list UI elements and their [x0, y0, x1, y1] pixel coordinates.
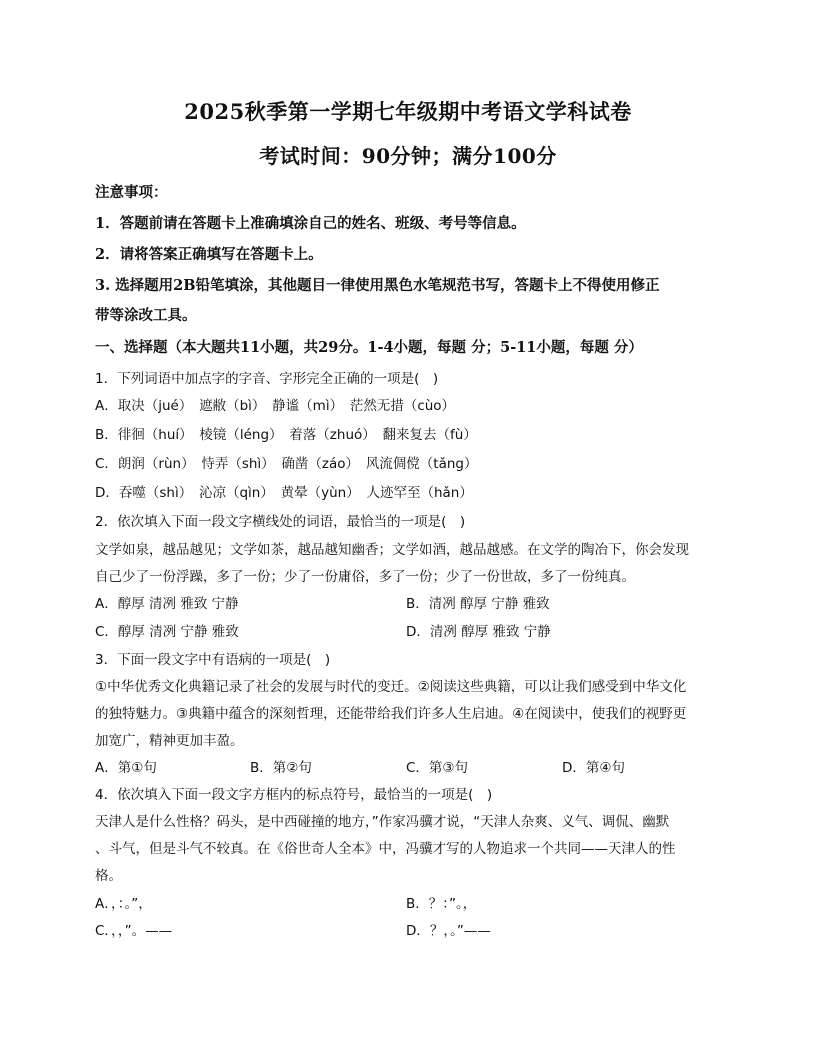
question-2-option-c: C．醇厚 清冽 宁静 雅致	[95, 624, 239, 640]
note-item: 1．答题前请在答题卡上准确填涂自己的姓名、班级、考号等信息。	[95, 215, 526, 232]
question-1-stem: 1．下列词语中加点字的字音、字形完全正确的一项是( )	[95, 371, 439, 387]
note-item: 带等涂改工具。	[95, 307, 197, 324]
question-4-option-a: A．，：。”，	[95, 896, 152, 912]
question-3-stem: 3．下面一段文字中有语病的一项是( )	[95, 652, 331, 668]
question-1-option-d: D．吞噬（shì） 沁凉（qìn） 黄晕（yùn） 人迹罕至（hǎn）	[95, 485, 473, 501]
question-4-option-c: C．，，”。——	[95, 923, 173, 939]
section-heading: 一、选择题（本大题共11小题，共29分。1-4小题，每题 分；5-11小题，每题 分）	[95, 339, 643, 356]
question-2-option-b: B．清冽 醇厚 宁静 雅致	[406, 596, 550, 612]
exam-title: 2025秋季第一学期七年级期中考语文学科试卷	[184, 99, 632, 124]
question-3-option-c: C．第③句	[406, 760, 469, 776]
question-3-option-b: B．第②句	[250, 760, 312, 776]
question-3-option-d: D．第④句	[562, 760, 625, 776]
question-4-passage: 天津人是什么性格？码头，是中西碰撞的地方，”作家冯骥才说，“天津人杂爽、义气、调侃、幽默	[95, 814, 670, 830]
question-2-option-d: D．清冽 醇厚 雅致 宁静	[406, 624, 551, 640]
question-3-option-a: A．第①句	[95, 760, 157, 776]
exam-subtitle: 考试时间：90分钟；满分100分	[259, 144, 557, 168]
note-item: 2．请将答案正确填写在答题卡上。	[95, 246, 323, 263]
question-4-option-b: B．？：”。，	[406, 896, 477, 912]
question-3-passage: 加宽广，精神更加丰盈。	[95, 733, 244, 749]
question-1-option-c: C．朗润（rùn） 恃弄（shì） 确凿（záo） 风流倜傥（tǎng）	[95, 456, 478, 472]
question-4-option-d: D．？，。”——	[406, 923, 491, 939]
question-1-option-a: A．取决（jué） 遮敝（bì） 静谧（mì） 茫然无措（cùo）	[95, 398, 456, 414]
question-3-passage: ①中华优秀文化典籍记录了社会的发展与时代的变迁。②阅读这些典籍，可以让我们感受到中华文化	[95, 679, 687, 695]
question-3-passage: 的独特魅力。③典籍中蕴含的深刻哲理，还能带给我们许多人生启迪。④在阅读中，使我们的视野更	[95, 706, 687, 722]
question-4-passage: 、斗气，但是斗气不较真。在《俗世奇人全本》中，冯骥才写的人物追求一个共同——天津人的性	[95, 841, 676, 857]
question-4-passage: 格。	[95, 868, 122, 884]
notes-heading: 注意事项：	[95, 184, 168, 201]
note-item: 3. 选择题用2B铅笔填涂，其他题目一律使用黑色水笔规范书写，答题卡上不得使用修正	[95, 277, 660, 294]
question-2-passage: 文学如泉，越品越见；文学如茶，越品越知幽香；文学如酒，越品越感。在文学的陶冶下，你会发现	[95, 542, 689, 558]
question-1-option-b: B．徘徊（huí） 棱镜（léng） 着落（zhuó） 翻来复去（fù）	[95, 427, 477, 443]
question-4-stem: 4．依次填入下面一段文字方框内的标点符号，最恰当的一项是( )	[95, 787, 493, 803]
question-2-passage: 自己少了一份浮躁，多了一份；少了一份庸俗，多了一份；少了一份世故，多了一份纯真。	[95, 569, 635, 585]
question-2-stem: 2．依次填入下面一段文字横线处的词语，最恰当的一项是( )	[95, 514, 466, 530]
question-2-option-a: A．醇厚 清冽 雅致 宁静	[95, 596, 239, 612]
